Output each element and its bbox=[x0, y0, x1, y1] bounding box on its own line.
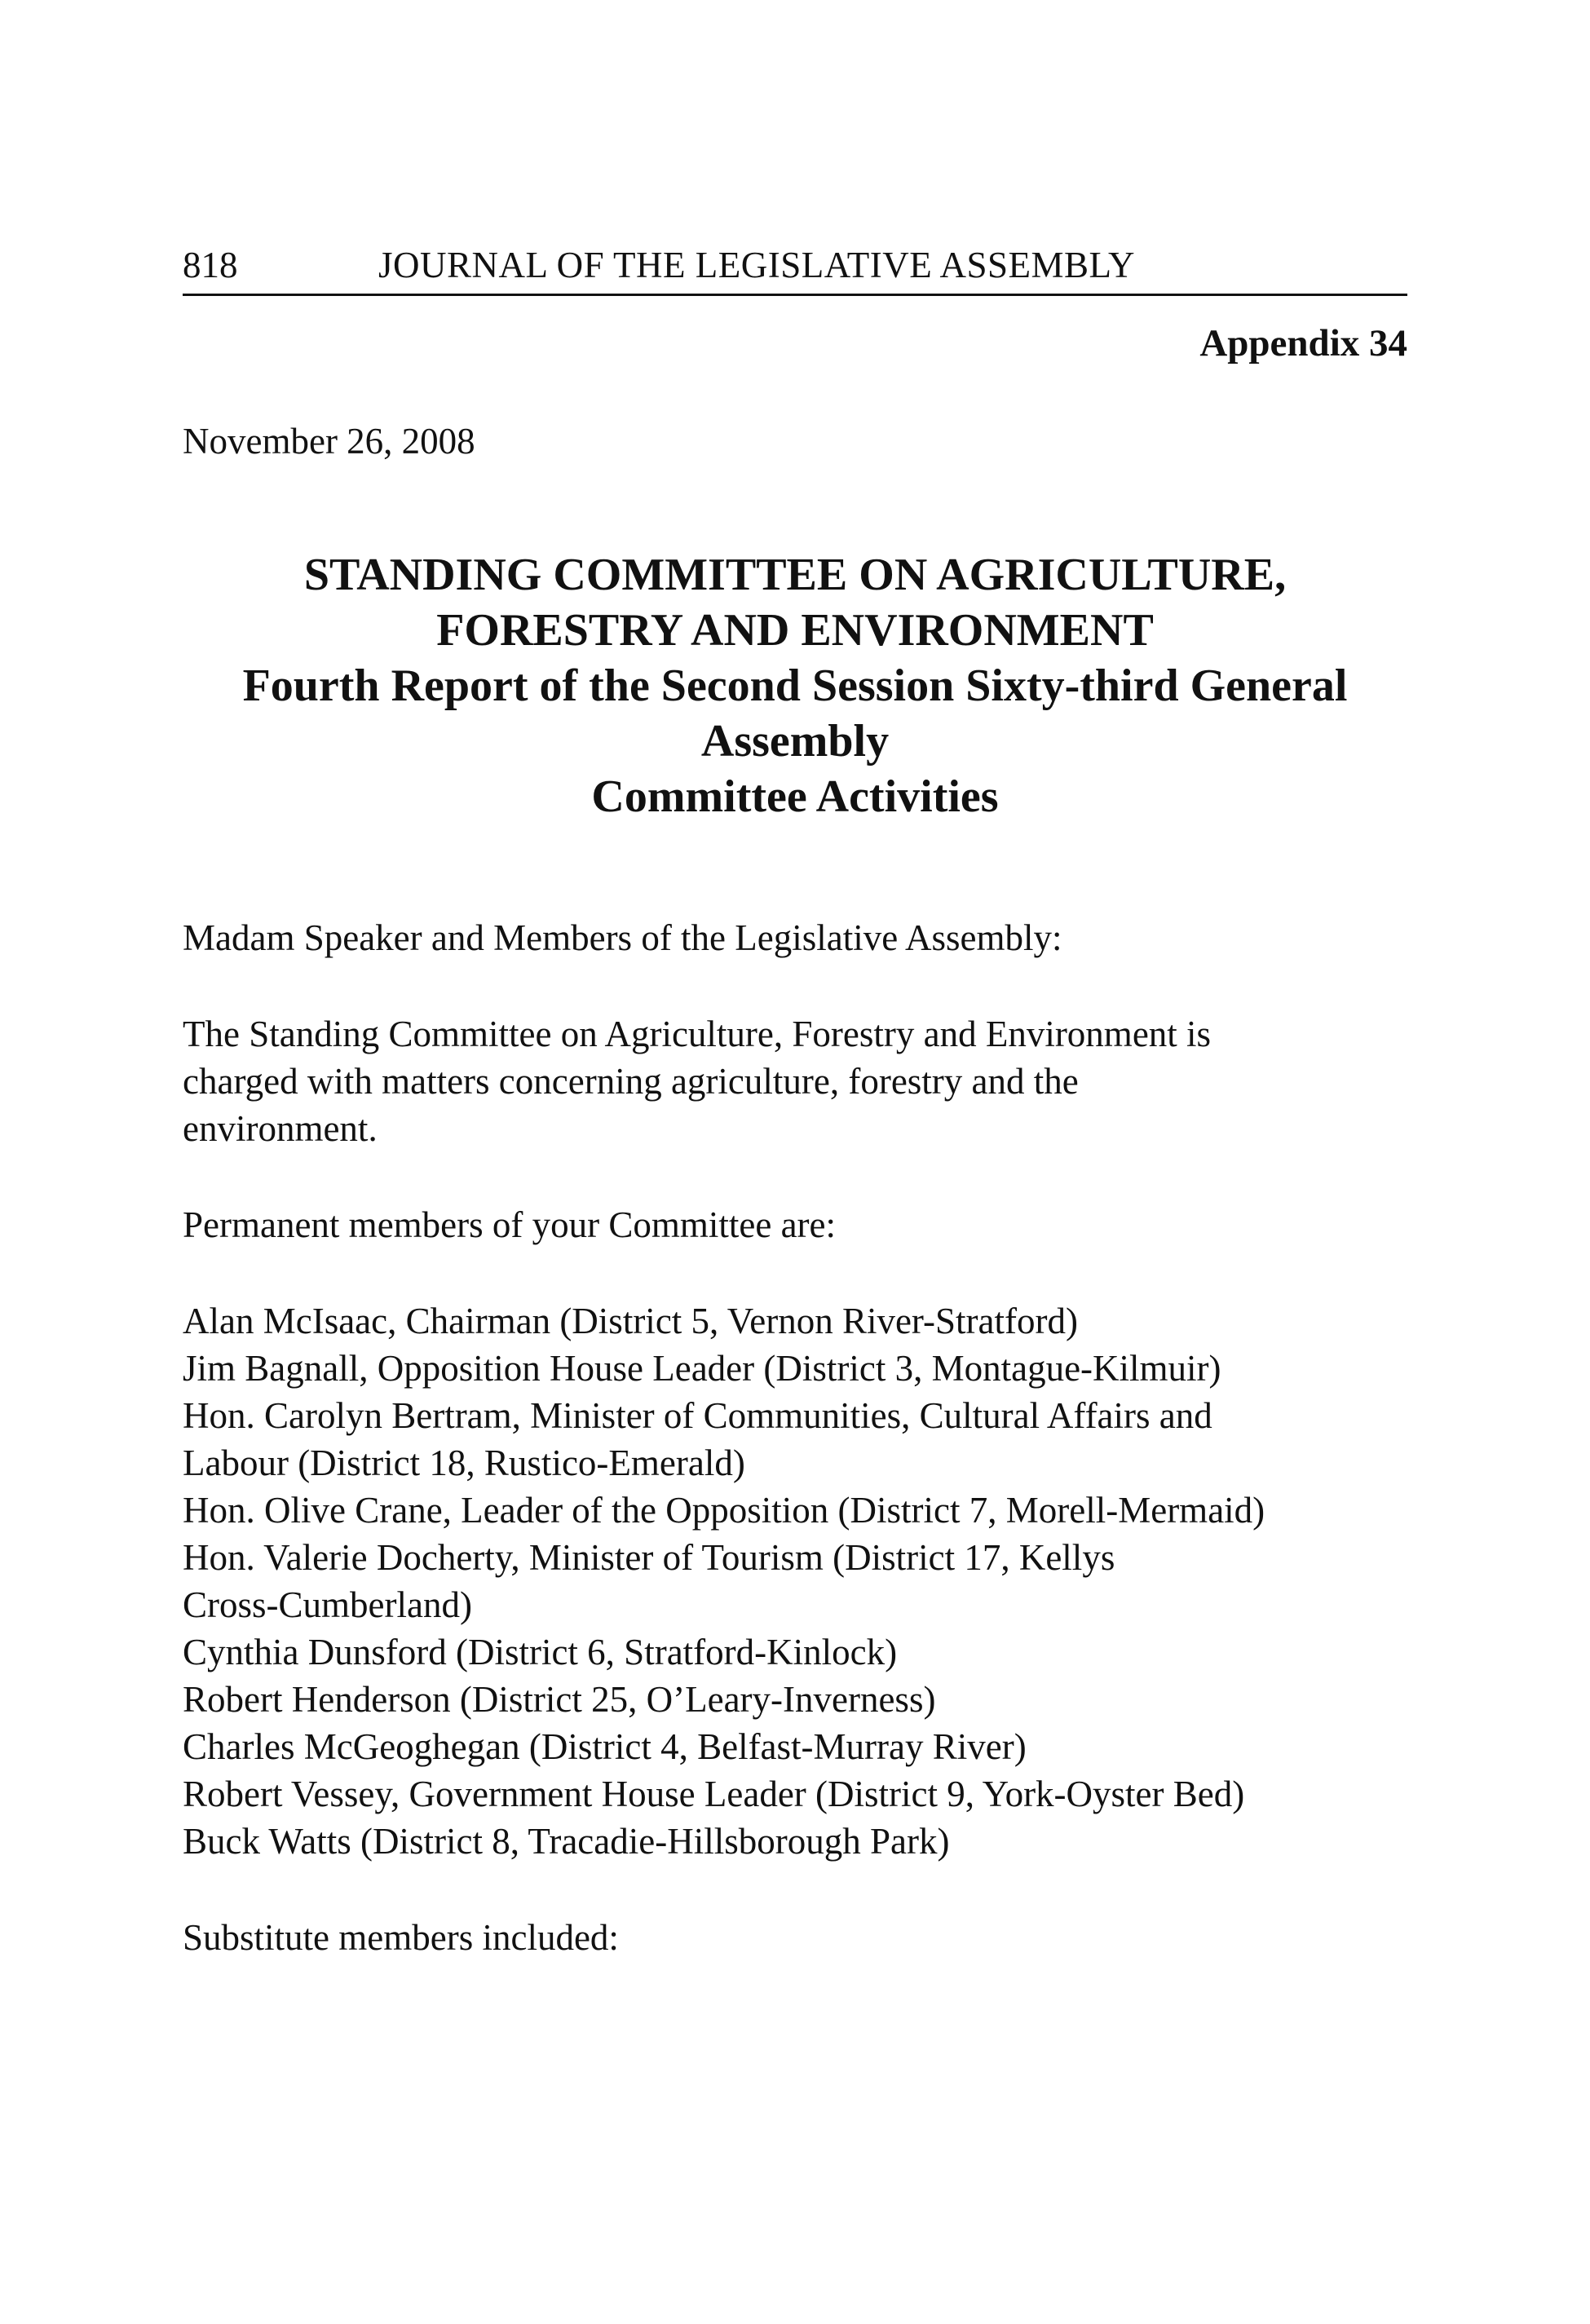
journal-title: JOURNAL OF THE LEGISLATIVE ASSEMBLY bbox=[378, 245, 1136, 285]
member-line: Jim Bagnall, Opposition House Leader (District 3, Montague-Kilmuir) bbox=[183, 1348, 1221, 1389]
member-line: Labour (District 18, Rustico-Emerald) bbox=[183, 1443, 745, 1483]
mandate-line-2: charged with matters concerning agriculture, forestry and the bbox=[183, 1061, 1079, 1102]
member-line: Cynthia Dunsford (District 6, Stratford-Kinlock) bbox=[183, 1632, 898, 1672]
running-header bbox=[183, 236, 1407, 296]
member-line: Charles McGeoghegan (District 4, Belfast-Murray River) bbox=[183, 1726, 1027, 1767]
substitute-members-intro: Substitute members included: bbox=[183, 1917, 619, 1958]
report-title-line-3: Fourth Report of the Second Session Sixty-third General bbox=[242, 661, 1348, 711]
member-line: Robert Henderson (District 25, O’Leary-Inverness) bbox=[183, 1679, 936, 1720]
page-number: 818 bbox=[183, 245, 238, 285]
mandate-line-3: environment. bbox=[183, 1108, 378, 1149]
document-page bbox=[183, 236, 1407, 1961]
report-title-line-4: Assembly bbox=[700, 716, 890, 767]
member-line: Hon. Valerie Docherty, Minister of Tourism (District 17, Kellys bbox=[183, 1537, 1115, 1578]
appendix-label: Appendix 34 bbox=[1199, 322, 1407, 365]
permanent-members-list bbox=[183, 1297, 1407, 1865]
permanent-members-intro: Permanent members of your Committee are: bbox=[183, 1204, 837, 1245]
report-title-line-5: Committee Activities bbox=[591, 771, 999, 822]
member-line: Robert Vessey, Government House Leader (District 9, York-Oyster Bed) bbox=[183, 1774, 1245, 1814]
member-line: Cross-Cumberland) bbox=[183, 1584, 472, 1625]
report-title-line-2: FORESTRY AND ENVIRONMENT bbox=[436, 605, 1154, 656]
member-line: Hon. Olive Crane, Leader of the Opposition (District 7, Morell-Mermaid) bbox=[183, 1490, 1265, 1531]
report-title-line-1: STANDING COMMITTEE ON AGRICULTURE, bbox=[303, 550, 1287, 600]
member-line: Hon. Carolyn Bertram, Minister of Communities, Cultural Affairs and bbox=[183, 1395, 1212, 1436]
mandate-line-1: The Standing Committee on Agriculture, Forestry and Environment is bbox=[183, 1014, 1212, 1054]
report-date: November 26, 2008 bbox=[183, 421, 475, 462]
member-line: Buck Watts (District 8, Tracadie-Hillsborough Park) bbox=[183, 1821, 950, 1862]
member-line: Alan McIsaac, Chairman (District 5, Vernon River-Stratford) bbox=[183, 1301, 1078, 1341]
report-title bbox=[183, 547, 1407, 824]
salutation: Madam Speaker and Members of the Legislative Assembly: bbox=[183, 917, 1062, 958]
mandate-paragraph bbox=[183, 1010, 1407, 1152]
